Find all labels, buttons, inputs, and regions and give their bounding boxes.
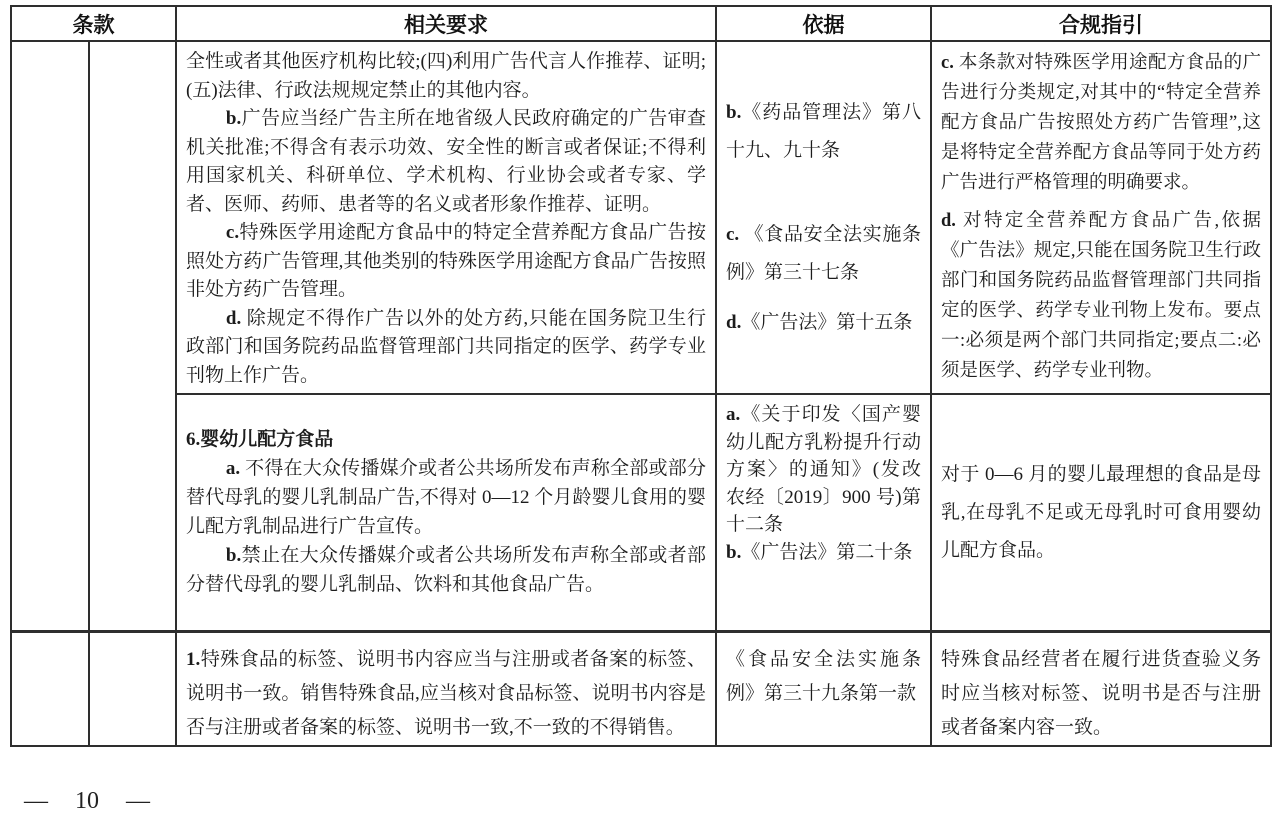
requirement-paragraph <box>186 541 706 599</box>
page-number: 10 <box>75 788 99 814</box>
paragraph-text: 除规定不得作广告以外的处方药,只能在国务院卫生行政部门和国务院药品监督管理部门共同指定的医学、药学专业刊物上作广告。 <box>186 307 706 386</box>
basis-prefix: a. <box>726 404 741 425</box>
paragraph-text: 特殊医学用途配方食品中的特定全营养配方食品广告按照处方药广告管理,其他类别的特殊医学用途配方食品广告按照非处方药广告管理。 <box>186 222 706 300</box>
basis-item <box>726 401 921 539</box>
header-requirements: 相关要求 <box>176 6 716 41</box>
clause-cell-right <box>89 41 176 632</box>
paragraph-text: 全性或者其他医疗机构比较;(四)利用广告代言人作推荐、证明;(五)法律、行政法规规定禁止的其他内容。 <box>186 51 706 101</box>
requirement-paragraph <box>186 219 706 305</box>
basis-item <box>726 539 921 567</box>
clause-cell-left <box>11 632 89 747</box>
clause-cell-right <box>89 632 176 747</box>
header-clause: 条款 <box>11 6 176 41</box>
basis-text: 《广告法》第二十条 <box>741 541 913 563</box>
paragraph-text: 禁止在大众传播媒介或者公共场所发布声称全部或者部分替代母乳的婴儿乳制品、饮料和其他食品广告。 <box>186 545 706 595</box>
paragraph-text: 广告应当经广告主所在地省级人民政府确定的广告审查机关批准;不得含有表示功效、安全性的断言或者保证;不得利用国家机关、科研单位、学术机构、行业协会或者专家、学者、医师、药师、患者等的名义或者形象作推荐、证明。 <box>186 108 706 215</box>
basis-text: 《药品管理法》第八十九、九十条 <box>726 102 921 161</box>
basis-cell-2 <box>716 394 931 632</box>
basis-text: 《食品安全法实施条例》第三十七条 <box>726 224 921 283</box>
guide-text: 本条款对特殊医学用途配方食品的广告进行分类规定,对其中的“特定全营养配方食品广告按照处方药广告管理”,这是将特定全营养配方食品等同于处方药广告进行严格管理的明确要求。 <box>941 53 1261 193</box>
requirement-paragraph <box>186 305 706 391</box>
paragraph-text: 特殊食品的标签、说明书内容应当与注册或者备案的标签、说明书一致。销售特殊食品,应当核对食品标签、说明书内容是否与注册或者备案的标签、说明书一致,不一致的不得销售。 <box>186 649 706 738</box>
clause-cell-left <box>11 41 89 632</box>
requirement-paragraph <box>186 48 706 105</box>
table-header-row <box>11 6 1271 41</box>
basis-item <box>726 304 921 342</box>
compliance-table <box>10 5 1272 747</box>
requirement-paragraph <box>186 454 706 541</box>
basis-item <box>726 94 921 170</box>
paragraph-text: 不得在大众传播媒介或者公共场所发布声称全部或部分替代母乳的婴儿乳制品广告,不得对 0—12 个月龄婴儿食用的婴儿配方乳制品进行广告宣传。 <box>186 458 706 537</box>
paragraph-prefix: 1. <box>186 649 201 670</box>
requirements-cell-3 <box>176 632 716 747</box>
paragraph-prefix: d. <box>225 307 242 329</box>
basis-item <box>726 216 921 292</box>
paragraph-prefix: b. <box>225 108 242 129</box>
guide-paragraph: 特殊食品经营者在履行进货查验义务时应当核对标签、说明书是否与注册或者备案内容一致。 <box>941 649 1261 738</box>
page-footer <box>24 788 150 815</box>
basis-cell-1 <box>716 41 931 394</box>
basis-prefix: b. <box>726 541 742 563</box>
guide-paragraph <box>941 48 1261 198</box>
requirement-paragraph <box>186 643 706 745</box>
footer-dash-left: — <box>24 788 48 814</box>
table-row-1 <box>11 41 1271 394</box>
paragraph-prefix: b. <box>225 545 242 566</box>
guide-text: 对特定全营养配方食品广告,依据《广告法》规定,只能在国务院卫生行政部门和国务院药品监督管理部门共同指定的医学、药学专业刊物上发布。要点一:必须是两个部门共同指定;要点二:必须是医学、药学专业刊物。 <box>941 211 1261 381</box>
guide-prefix: d. <box>941 211 956 231</box>
paragraph-prefix: c. <box>225 222 240 243</box>
requirements-cell-2 <box>176 394 716 632</box>
basis-text: 《广告法》第十五条 <box>741 312 913 333</box>
basis-item: 《食品安全法实施条例》第三十九条第一款 <box>726 649 921 704</box>
header-basis: 依据 <box>716 6 931 41</box>
requirement-paragraph <box>186 105 706 219</box>
guide-paragraph: 对于 0—6 月的婴儿最理想的食品是母乳,在母乳不足或无母乳时可食用婴幼儿配方食品。 <box>941 463 1261 561</box>
basis-prefix: c. <box>726 224 740 245</box>
section-heading: 6.婴幼儿配方食品 <box>186 429 334 450</box>
requirements-cell-1 <box>176 41 716 394</box>
guide-prefix: c. <box>941 53 954 73</box>
guide-paragraph <box>941 206 1261 386</box>
basis-text: 《关于印发〈国产婴幼儿配方乳粉提升行动方案〉的通知》(发改农经〔2019〕900 号)第十二条 <box>726 404 921 535</box>
basis-prefix: b. <box>726 102 742 123</box>
footer-dash-right: — <box>126 788 150 814</box>
guide-cell-1 <box>931 41 1271 394</box>
paragraph-prefix: a. <box>225 458 241 479</box>
guide-cell-3 <box>931 632 1271 747</box>
table-row-3 <box>11 632 1271 747</box>
basis-cell-3 <box>716 632 931 747</box>
table-row-2 <box>11 394 1271 632</box>
header-guide: 合规指引 <box>931 6 1271 41</box>
basis-prefix: d. <box>726 312 742 333</box>
guide-cell-2 <box>931 394 1271 632</box>
